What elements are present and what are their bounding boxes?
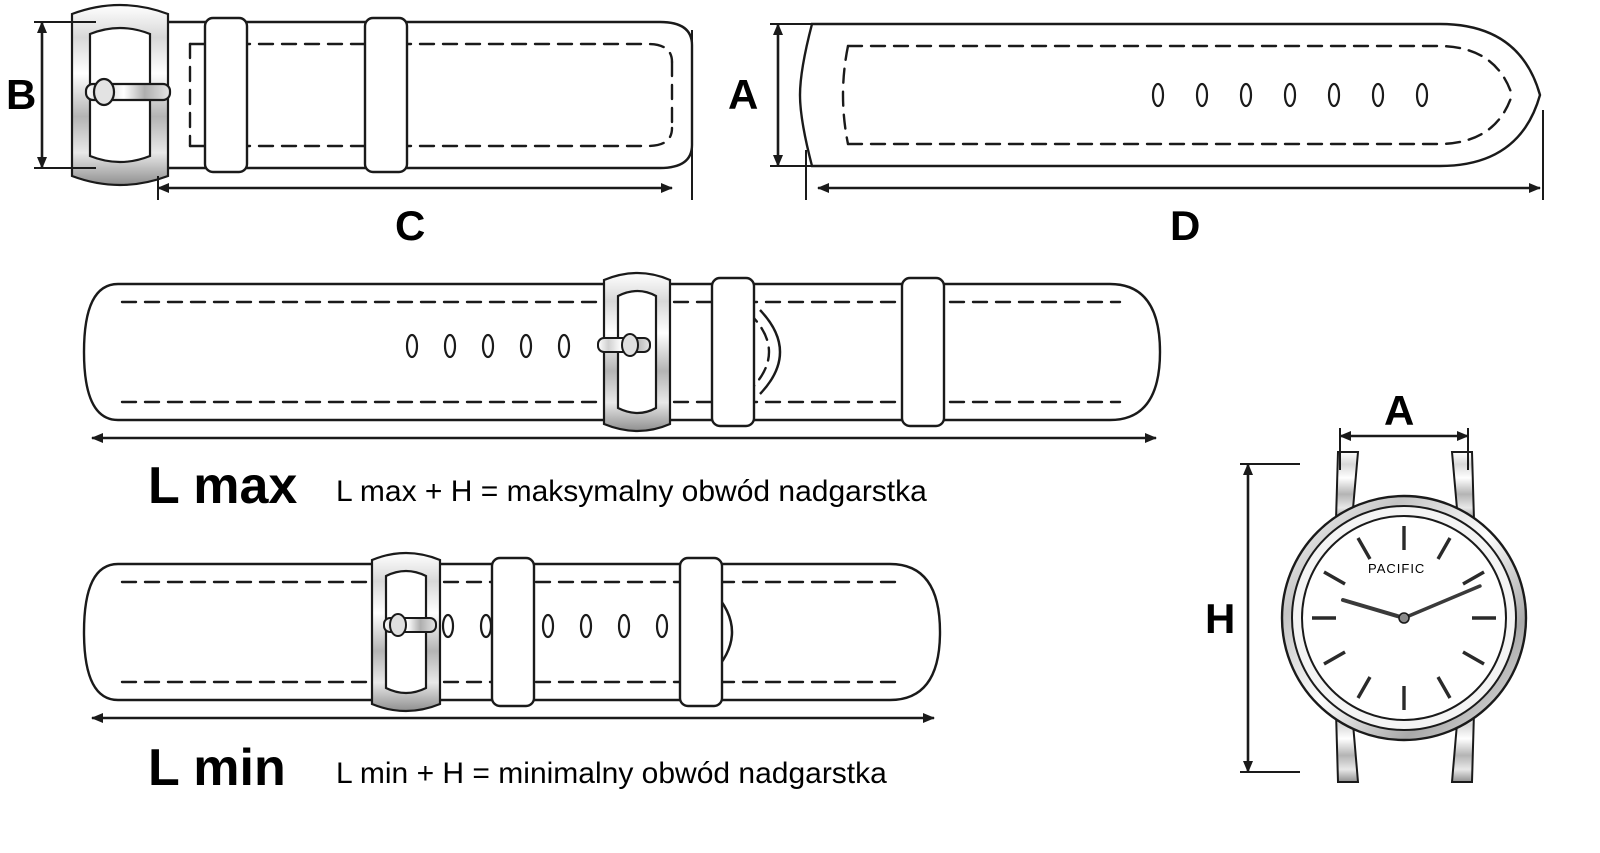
dimension-label-d: D	[1170, 202, 1201, 249]
dimension-label-l-min: L min	[148, 739, 286, 797]
view-buckle-side-strap	[34, 5, 692, 200]
dimension-label-b: B	[6, 71, 37, 118]
watch-brand-text: PACIFIC	[1368, 561, 1426, 576]
equation-l-min: L min + H = minimalny obwód nadgarstka	[336, 757, 887, 790]
dimension-label-h-watch: H	[1205, 595, 1236, 642]
view-holes-side-strap	[770, 24, 1543, 200]
view-watch-case	[1240, 428, 1526, 782]
equation-l-max: L max + H = maksymalny obwód nadgarstka	[336, 475, 927, 508]
dimension-label-a-top: A	[728, 71, 759, 118]
dimension-label-a-watch: A	[1384, 387, 1415, 434]
view-assembled-strap-max	[84, 273, 1160, 438]
dimension-label-l-max: L max	[148, 457, 298, 515]
dimension-label-c: C	[395, 202, 426, 249]
view-assembled-strap-min	[84, 553, 940, 718]
